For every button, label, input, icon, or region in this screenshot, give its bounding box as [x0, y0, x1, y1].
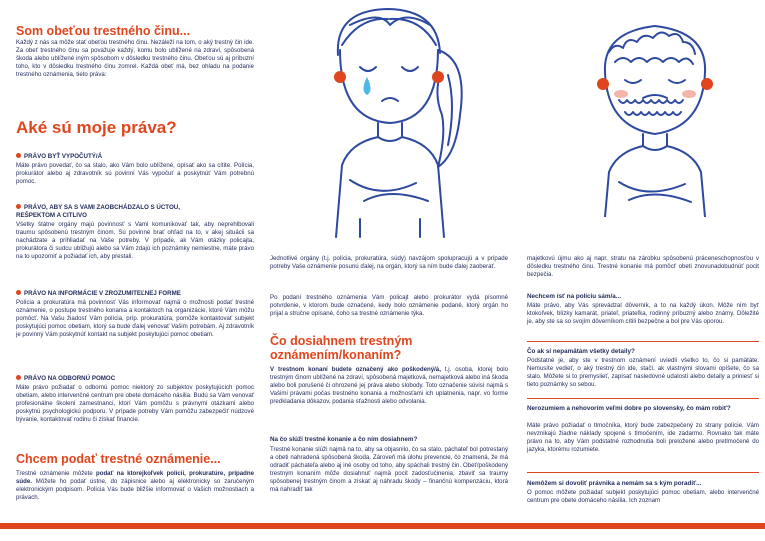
right-info-heading: PRÁVO NA INFORMÁCIE V ZROZUMITEĽNEJ FORME: [16, 290, 181, 298]
damage-text: majetkovú újmu ako aj napr. stratu na zárobku spôsobenú práceneschopnosťou v dôsledku trestného činu. Trestné konanie má pomôcť obeti znovunadobudnúť pocit bezpečia.: [527, 255, 759, 279]
outcome-title: Čo dosiahnem trestným oznámením/konaním?: [270, 334, 413, 362]
purpose-heading: Na čo slúži trestné konanie a čo ním dosiahnem?: [270, 436, 418, 443]
report-title: Chcem podať trestné oznámenie...: [16, 452, 221, 466]
right-help-text: Máte právo požiadať o odbornú pomoc niektorý zo subjektov poskytujúcich pomoc obetiam, alebo intervenčné centrum pre obete domáceho násilia. Budú sa Vám venovať profesionálne školení zamestnanci, ktorí Vám pomôžu s právnymi otázkami alebo poskytnú psychologickú podporu. V prípade potreby Vám pomôžu zabezpečiť núdzové bývanie, kontaktovať rodinu či získať financie.: [16, 384, 254, 424]
outcome-lead: V trestnom konaní budete označený ako poškodený/á, t.j. osoba, ktorej bolo trestným činom ublížené na zdraví, spôsobená majetková, nemajetková alebo iná škoda alebo boli porušené či ohrozené jej práva alebo slobody. Toto označenie súvisí najmä s Vašimi právami počas trestného konania a možnosťami ich uplatnenia, napr. vo forme predkladania dôkazov, podania sťažnosti alebo odvolania.: [270, 366, 508, 406]
cooperation-text: Jednotlivé orgány (t.j. polícia, prokuratúra, súdy) navzájom spolupracujú a v prípade potreby Vaše oznámenie posunú ďalej, na orgán, ktorý sa ním bude ďalej zaoberať.: [270, 255, 508, 271]
faq-escort-answer: Máte právo, aby Vás sprevádzal dôverník, a to na každý úkon. Môže ním byť ktokoľvek, blízky kamarát, priateľ, priateľka, rodinný príbuzný alebo známy. Dôležité je, aby ste sa so svojím dôverníkom cítili bezpečne a bol pre Vás oporou.: [527, 302, 759, 326]
confirmation-text: Po podaní trestného oznámenia Vám policajt alebo prokurátor vydá písomné potvrdenie, v ktorom bude označené, kedy bolo oznámenie podané, ktorý orgán ho prijal a stručne opísané, čoho sa trestné oznámenie týka.: [270, 294, 508, 318]
rights-title: Aké sú moje práva?: [16, 118, 177, 137]
divider: [527, 341, 759, 342]
sad-man-illustration: [585, 12, 725, 217]
faq-lawyer-answer: O pomoc môžete požiadať subjekt poskytujúci pomoc obetiam, alebo intervenčné centrum pre obete domáceho násilia. Ich zoznam: [527, 489, 759, 505]
faq-escort-question: Nechcem ísť na políciu sám/a...: [527, 293, 622, 300]
right-help-heading: PRÁVO NA ODBORNÚ POMOC: [16, 375, 115, 383]
victim-title: Som obeťou trestného činu...: [16, 24, 191, 38]
purpose-text: Trestné konanie slúži najmä na to, aby sa objasnilo, čo sa stalo, páchateľ bol potrestaný a obeti nahradená spôsobená škoda. Zároveň má úlohu prevencie, čo znamená, že má odradiť páchateľa alebo aj iné osoby od toho, aby spáchali trestný čin. Obeť/poškodený trestným konaním môže dosiahnuť najmä pocit zadosťučinenia, zbaviť sa traumy spôsobenej trestným činom a získať aj náhradu škody – finančnú kompenzáciu, ktorá má nahradiť tak: [270, 446, 508, 494]
right-respect-text: Všetky štátne orgány majú povinnosť s Vami komunikovať tak, aby neprehlbovali traumu spôsobenú trestným činom. Sú povinné brať ohľad na to, v akej situácii sa nachádzate a prihliadať na Vaše potreby. V prípade, ak Vám otázky policajta, prokurátora či sudcu ubližujú alebo sa Vám zdajú ich poznámky nemiestne, máte právo na to upozorniť a požiadať ich, aby prestali.: [16, 221, 254, 261]
divider: [527, 398, 759, 399]
footer-accent-bar: [0, 523, 765, 529]
faq-details-answer: Podstatné je, aby ste v trestnom oznámení uviedli všetko to, čo si pamätáte. Nemusíte vedieť, o aký trestný čin ide, stačí, ak vlastnými slovami opíšete, čo sa stalo. Môžete si to premyslieť, zapísať nasledovné udalosti alebo detaily a priniesť si tieto poznámky so sebou.: [527, 357, 759, 389]
crying-woman-illustration: [320, 5, 470, 245]
faq-language-question: Nerozumiem a nehovorím veľmi dobre po slovensky, čo mám robiť?: [527, 405, 731, 412]
faq-details-question: Čo ak si nepamätám všetky detaily?: [527, 348, 635, 355]
right-heard-heading: PRÁVO BYŤ VYPOČUTÝ/Á: [16, 153, 102, 161]
divider: [527, 472, 759, 473]
right-info-text: Polícia a prokuratúra má povinnosť Vás informovať najmä o možnosti podať trestné oznámenie, o postupe trestného konania a kontaktoch na organizácie, ktoré Vám môžu pomôcť. Na Vašu žiadosť Vám polícia, príp. prokuratúra, pomôže kontaktovať subjekt poskytujúci pomoc obetiam, ktorý sa bude ďalej venovať Vašim potrebám. Aj zdravotník je povinný Vám poskytnúť kontakt na subjekt poskytujúci pomoc obetiam.: [16, 299, 254, 339]
faq-language-answer: Máte právo požiadať o tlmočníka, ktorý bude zabezpečený zo strany polície. Vám nevznikajú žiadne náklady spojené s tlmočením, ide zadarmo. Rovnako tak máte právo na to, aby Vám podstatné rozhodnutia boli preložené alebo pretlmočené do jazyka, ktorému rozumiete.: [527, 422, 759, 454]
right-respect-heading: PRÁVO, ABY SA S VAMI ZAOBCHÁDZALO S ÚCTOU, REŠPEKTOM A CITLIVO: [16, 204, 216, 220]
faq-lawyer-question: Nemôžem si dovoliť právnika a nemám sa s kým poradiť...: [527, 480, 702, 487]
right-heard-text: Máte právo povedať, čo sa stalo, ako Vám bolo ublížené, opísať ako sa cítite. Polícia, prokurátor alebo aj zdravotník sú povinní Vás vypočuť a poskytnúť Vám potrebnú pomoc.: [16, 162, 254, 186]
victim-intro: Každý z nás sa môže stať obeťou trestného činu. Nezáleží na tom, o aký trestný čin ide. Za obeť trestného činu sa považuje každý, komu bolo ublížené na zdraví, spôsobená škoda alebo ublížené iným spôsobom v dôsledku trestného činu. Obeťou sú aj príbuzní toho, kto v dôsledku trestného činu zomrel. Každá obeť má, bez ohladu na podanie trestného oznámenia, tieto práva:: [16, 39, 254, 79]
report-text: Trestné oznámenie môžete podať na ktorejkoľvek polícii, prokuratúre, prípadne súde. Môžete ho podať ústne, do zápisnice alebo aj elektronicky so zaručeným elektronickým podpisom. Polícia Vás bude bližšie informovať o Vašich možnostiach a právach.: [16, 470, 254, 502]
